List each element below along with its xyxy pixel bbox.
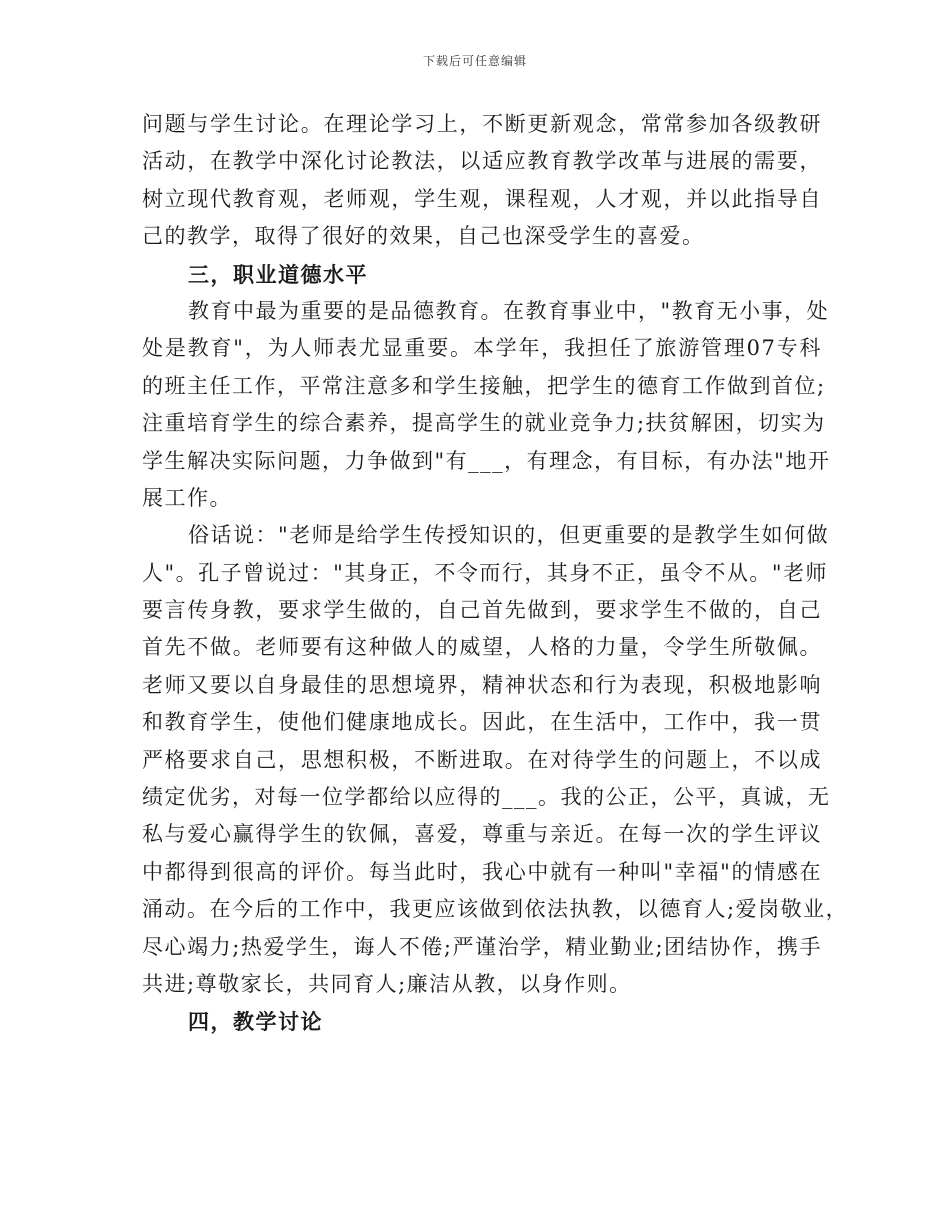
page-header: 下载后可任意编辑 [422, 54, 527, 68]
section-heading-3: 三，职业道德水平 [188, 261, 368, 287]
paragraph-line: 老师又要以自身最佳的思想境界，精神状态和行为表现，积极地影响 [142, 672, 822, 697]
paragraph-line: 处是教育"，为人师表尤显重要。本学年，我担任了旅游管理07专科 [142, 336, 822, 361]
paragraph-line: 共进;尊敬家长，共同育人;廉洁从教，以身作则。 [142, 971, 632, 996]
paragraph-line: 私与爱心赢得学生的钦佩，喜爱，尊重与亲近。在每一次的学生评议 [142, 822, 822, 847]
paragraph-line: 绩定优劣，对每一位学都给以应得的___。我的公正，公平，真诚，无 [142, 785, 831, 810]
paragraph-line: 问题与学生讨论。在理论学习上，不断更新观念，常常参加各级教研 [142, 112, 822, 136]
document-body [142, 106, 849, 1041]
paragraph-line: 俗话说："老师是给学生传授知识的，但更重要的是教学生如何做 [188, 523, 830, 548]
paragraph-line: 教育中最为重要的是品德教育。在教育事业中，"教育无小事，处 [188, 298, 830, 323]
paragraph-line: 展工作。 [142, 485, 232, 510]
paragraph-line: 和教育学生，使他们健康地成长。因此，在生活中，工作中，我一贯 [142, 710, 822, 735]
paragraph-line: 中都得到很高的评价。每当此时，我心中就有一种叫"幸福"的情感在 [142, 859, 822, 884]
paragraph-line: 涌动。在今后的工作中，我更应该做到依法执教，以德育人;爱岗敬业， [142, 897, 849, 922]
paragraph-line: 注重培育学生的综合素养，提高学生的就业竞争力;扶贫解困，切实为 [142, 411, 826, 436]
paragraph-line: 尽心竭力;热爱学生，诲人不倦;严谨治学，精业勤业;团结协作，携手 [142, 934, 822, 959]
paragraph-line: 活动，在教学中深化讨论教法，以适应教育教学改革与进展的需要， [142, 149, 822, 174]
section-heading-4: 四，教学讨论 [188, 1009, 323, 1035]
paragraph-line: 严格要求自己，思想积极，不断进取。在对待学生的问题上，不以成 [142, 747, 822, 772]
paragraph-line: 学生解决实际问题，力争做到"有___，有理念，有目标，有办法"地开 [142, 448, 831, 473]
paragraph-line: 首先不做。老师要有这种做人的威望，人格的力量，令学生所敬佩。 [142, 635, 822, 660]
paragraph-line: 树立现代教育观，老师观，学生观，课程观，人才观，并以此指导自 [142, 186, 822, 211]
paragraph-line: 的班主任工作，平常注意多和学生接触，把学生的德育工作做到首位; [142, 373, 826, 398]
paragraph-line: 要言传身教，要求学生做的，自己首先做到，要求学生不做的，自己 [142, 598, 822, 623]
paragraph-line: 己的教学，取得了很好的效果，自己也深受学生的喜爱。 [142, 224, 705, 249]
paragraph-line: 人"。孔子曾说过："其身正，不令而行，其身不正，虽令不从。"老师 [142, 560, 828, 585]
